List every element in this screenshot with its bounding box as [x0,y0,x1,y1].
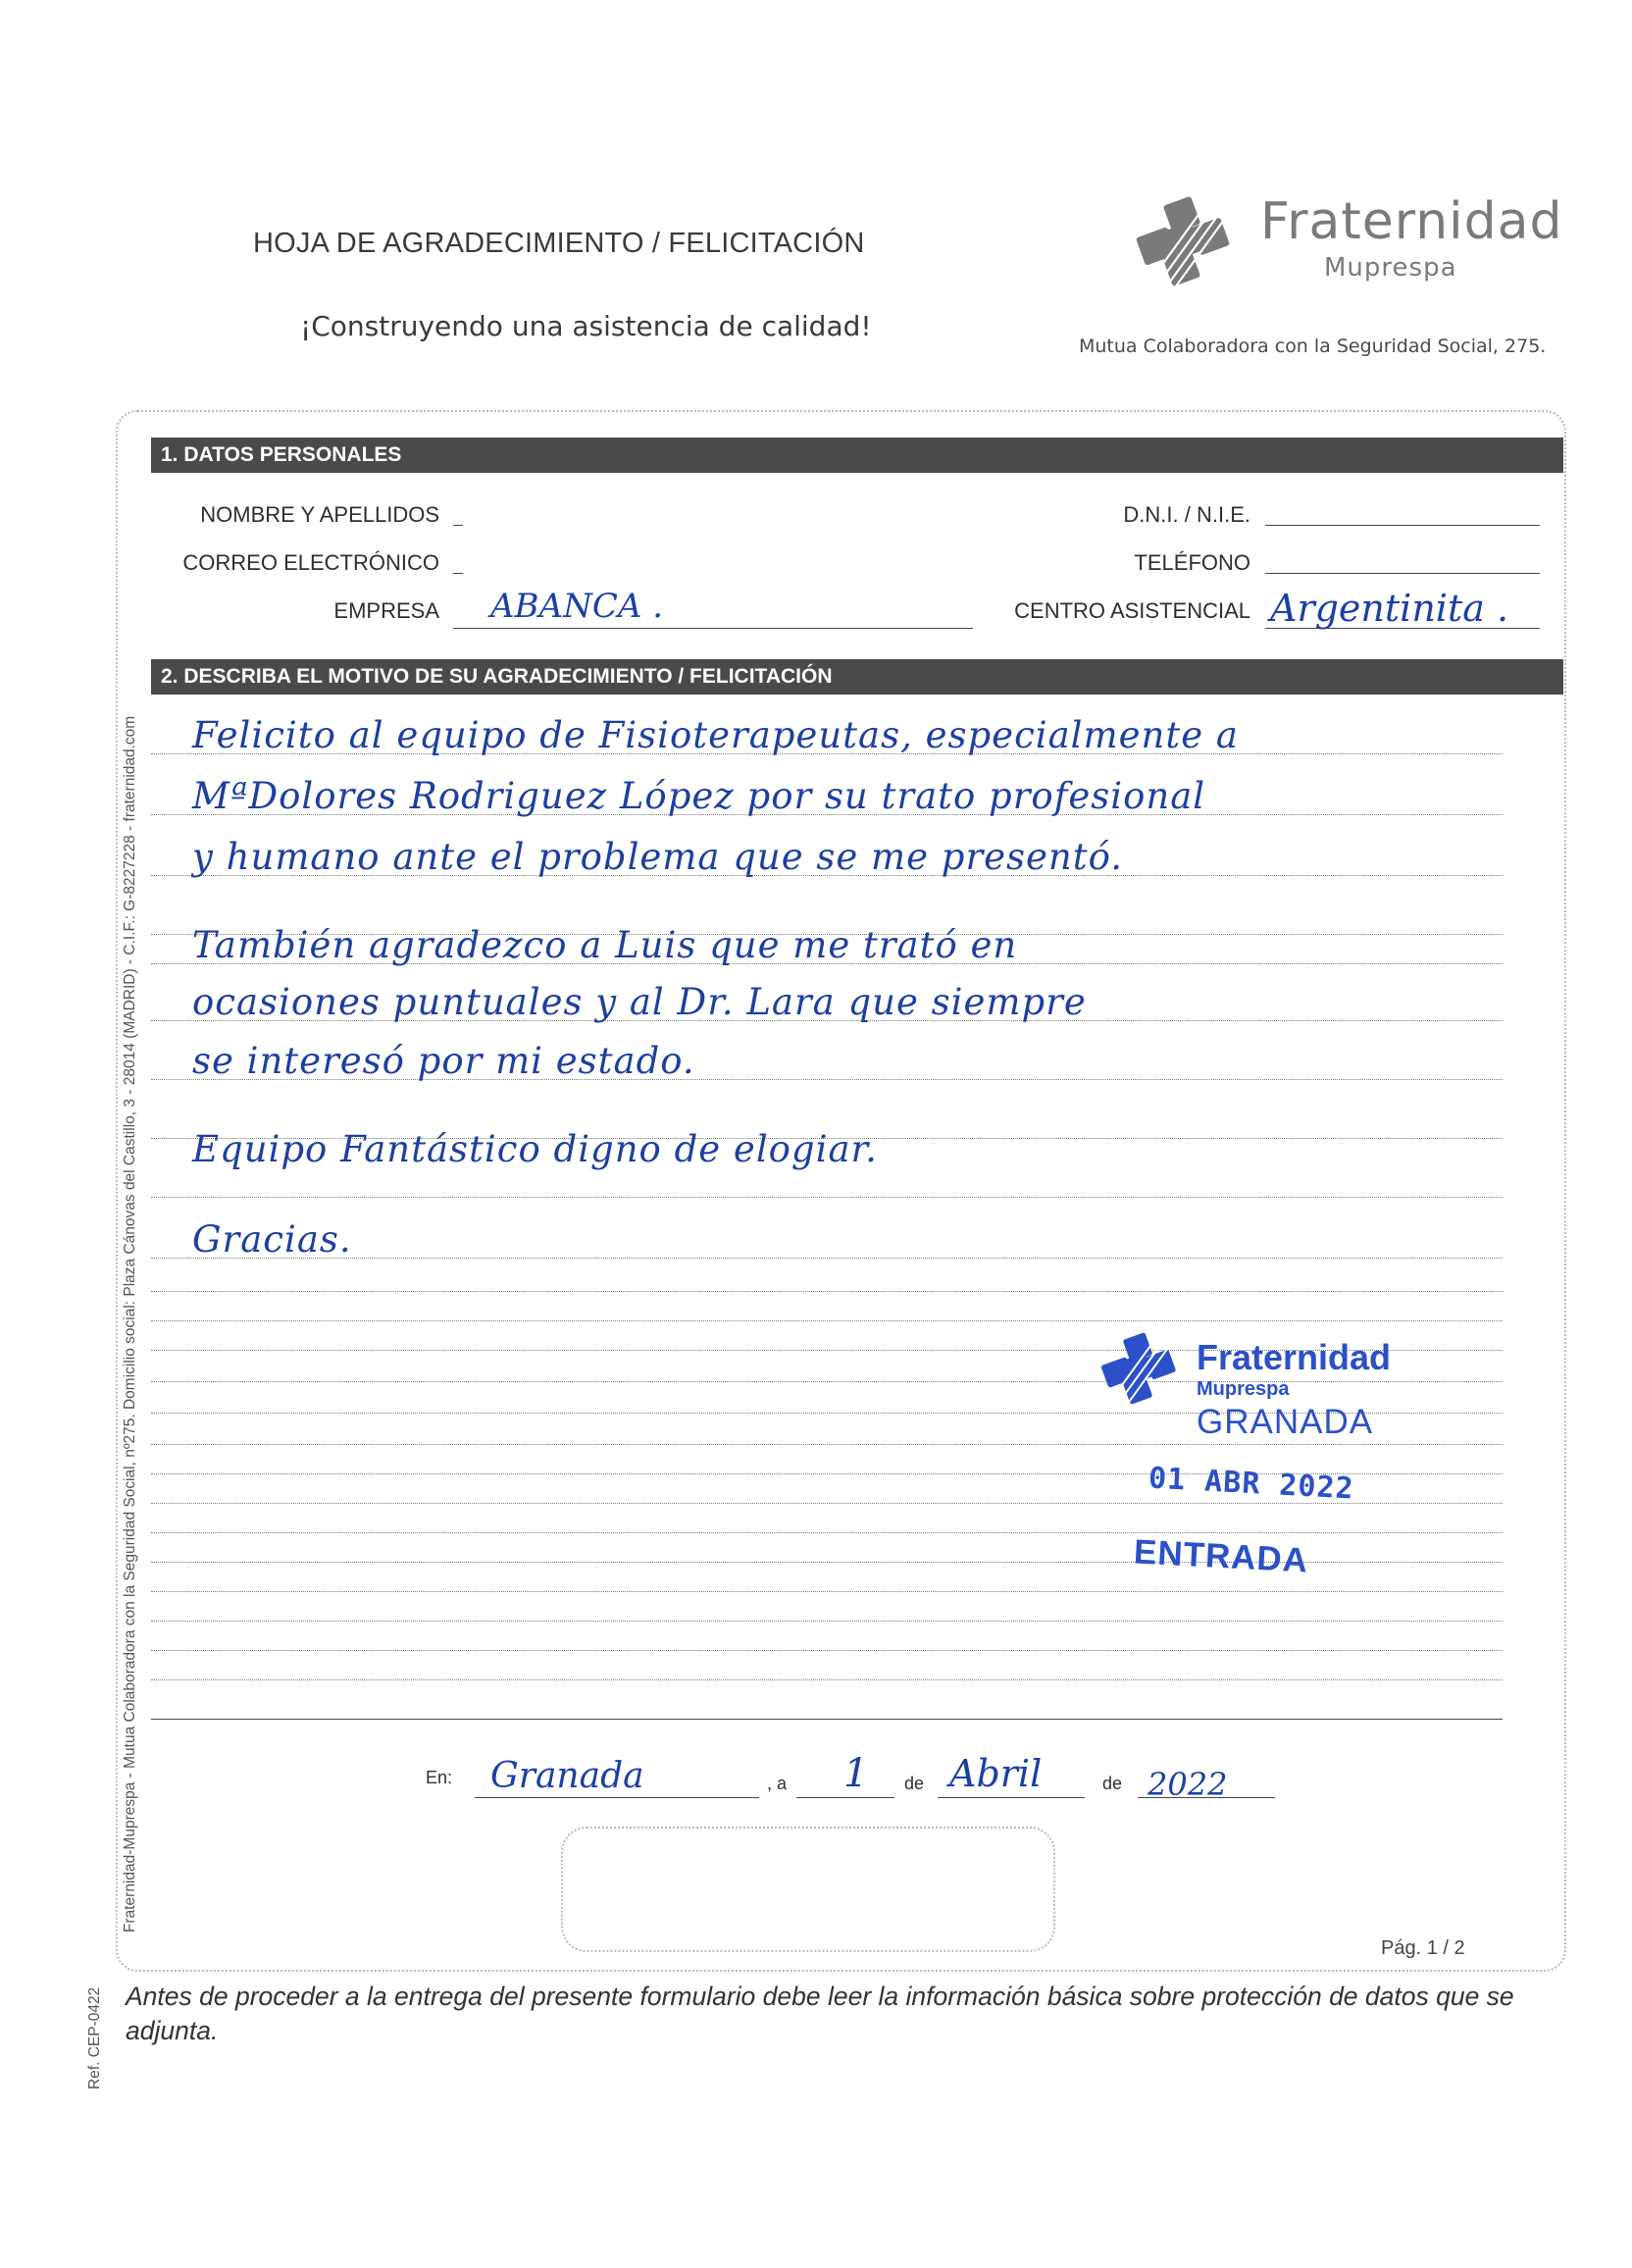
telefono-field[interactable] [1265,573,1540,574]
page-number: Pág. 1 / 2 [1381,1937,1465,1959]
stamp-city: GRANADA [1197,1403,1374,1441]
mutua-line: Mutua Colaboradora con la Seguridad Social, 275. [1079,335,1547,357]
message-line: se interesó por mi estado. [192,1040,695,1082]
centro-label: CENTRO ASISTENCIAL [1014,598,1250,623]
de-label: de [1102,1774,1123,1793]
fraternidad-logo [1128,192,1563,290]
de-label: de [904,1774,925,1793]
ruled-line [151,1650,1503,1651]
correo-field[interactable] [453,573,463,574]
fraternidad-cross-icon [1095,1329,1193,1408]
ruled-line [151,1679,1503,1680]
ruled-line [151,1621,1503,1622]
form-frame [116,410,1566,1972]
entry-stamp [1087,1329,1420,1594]
document-title: HOJA DE AGRADECIMIENTO / FELICITACIÓN [253,228,865,259]
message-line: Gracias. [192,1218,352,1261]
ruled-line [151,1291,1503,1292]
stamp-date: 01 ABR 2022 [1148,1461,1355,1507]
month-field[interactable] [938,1797,1085,1798]
ruled-line [151,1197,1503,1198]
logo-sub: Muprespa [1324,253,1457,283]
message-line: Equipo Fantástico digno de elogiar. [192,1128,878,1170]
seal-box [561,1827,1055,1952]
message-line: y humano ante el problema que se me presentó. [192,836,1124,878]
month-value: Abril [949,1752,1043,1795]
dni-field[interactable] [1265,525,1540,526]
data-protection-note: Antes de proceder a la entrega del presente formulario debe leer la información básica sobre protección de datos que se adjunta. [126,1982,1514,2045]
year-value: 2022 [1148,1766,1228,1803]
message-line: Felicito al equipo de Fisioterapeutas, especialmente a [192,714,1239,756]
message-line: MªDolores Rodriguez López por su trato profesional [192,775,1206,817]
nombre-label: NOMBRE Y APELLIDOS [200,502,439,527]
document-subtitle: ¡Construyendo una asistencia de calidad! [300,310,872,342]
message-line: También agradezco a Luis que me trató en [192,924,1018,966]
place-value: Granada [490,1756,644,1796]
ruled-line [151,1320,1503,1321]
message-line: ocasiones puntuales y al Dr. Lara que siempre [192,981,1087,1023]
side-legal-text: Fraternidad-Muprespa - Mutua Colaboradora con la Seguridad Social, nº275. Domicilio social: Plaza Cánovas del Castillo, 3 - 28014 (MADRID) - C.I.F.: G-8227228 - fraternidad.com [122,715,138,1933]
stamp-entrada: ENTRADA [1133,1532,1310,1580]
telefono-label: TELÉFONO [1134,550,1250,575]
correo-label: CORREO ELECTRÓNICO [182,550,439,575]
en-label: En: [426,1768,453,1787]
reference-code: Ref. CEP-0422 [86,1986,103,2089]
ruled-line [151,1258,1503,1259]
day-value: 1 [843,1751,869,1796]
nombre-field[interactable] [453,525,463,526]
a-label: , a [767,1774,788,1793]
stamp-sub: Muprespa [1197,1378,1290,1400]
section-1-header: 1. DATOS PERSONALES [151,438,1563,473]
stamp-name: Fraternidad [1197,1337,1392,1377]
empresa-label: EMPRESA [333,598,439,623]
day-field[interactable] [796,1797,894,1798]
place-field[interactable] [475,1797,759,1798]
empresa-value: ABANCA . [490,587,664,626]
logo-name: Fraternidad [1260,192,1563,251]
section-2-header: 2. DESCRIBA EL MOTIVO DE SU AGRADECIMIENTO / FELICITACIÓN [151,659,1563,695]
closing-line [151,1719,1503,1720]
empresa-field[interactable] [453,628,973,629]
dni-label: D.N.I. / N.I.E. [1123,502,1250,527]
centro-value: Argentinita . [1270,587,1509,630]
fraternidad-cross-icon [1128,192,1250,290]
